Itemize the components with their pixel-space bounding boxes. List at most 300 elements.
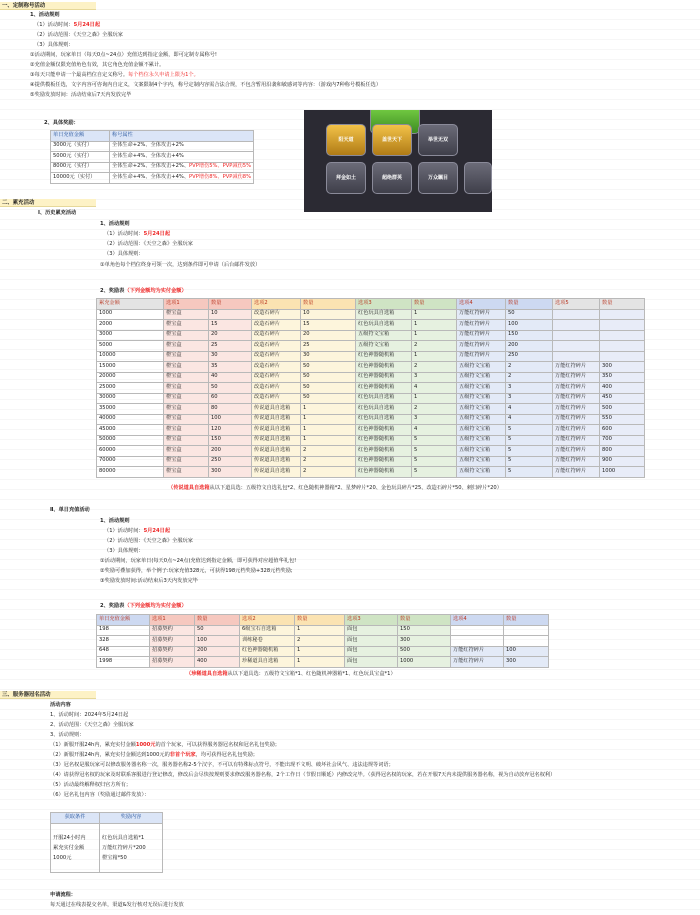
table-cell: 传说道具自选箱 (252, 404, 301, 415)
table-cell: 150 (398, 625, 451, 636)
table-cell: 3 (506, 393, 553, 404)
gift-condition: 开服24小时内 累充实付金额 1000元 (51, 823, 100, 872)
table-cell: 改造石碎片 (252, 320, 301, 331)
table-cell: 红色神器随机箱 (240, 646, 295, 657)
table-cell: 10 (209, 309, 252, 320)
table-cell: 五级符文宝箱 (457, 383, 506, 394)
table-cell: 橙宝盒 (164, 330, 209, 341)
table-cell: 40000 (97, 414, 164, 425)
table-cell: 100 (506, 320, 553, 331)
table-cell: 120 (209, 425, 252, 436)
table-cell: 红色玩具自选箱 (356, 309, 412, 320)
table-cell: 橙宝盒 (164, 341, 209, 352)
table-cell: 500 (398, 646, 451, 657)
table-cell: 万能红符碎片 (553, 383, 600, 394)
table-cell: 万能红符碎片 (553, 446, 600, 457)
table-cell: 万能红符碎片 (451, 657, 504, 668)
table-cell: 万能红符碎片 (457, 330, 506, 341)
apply-title: 申请流程： (50, 892, 76, 898)
table-cell: 万能红符碎片 (553, 404, 600, 415)
table-cell: 2 (506, 362, 553, 373)
table-cell: 600 (600, 425, 645, 436)
table-cell: 橙宝盒 (164, 351, 209, 362)
table-cell: 60000 (97, 446, 164, 457)
cumulative-reward-table: 累充金额 选项1 数量 选项2 数量 选项3 数量 选项4 数量 选项5 数量 1000 橙宝盒 10 改造石碎片 10 红色玩具自选箱 1 万能红符碎片 50 2000 橙宝盒 15 改造石碎片 15 红色玩具自选箱 1 万能红符碎片 100 3000 橙宝盒 20 改造石碎片 20 五级符文宝箱 1 万能红符碎片 150 5000 橙宝盒 25 改造石碎片 25 五级符文宝箱 2 万能红符碎片 200 10000 橙宝盒 30 改造石碎片 30 红色神器随机箱 1 万能红符碎片 250 15000 橙宝盒 35 改造石碎片 50 红色神器随机箱 2 五级符文宝箱 2 万能红符碎片 300 20000 橙宝盒 40 改造石碎片 50 红色神器随机箱 3 五级符文宝箱 2 万能红符碎片 350 25000 橙宝盒 50 改造石碎片 50 红色神器随机箱 4 五级符文宝箱 3 万能红符碎片 400 30000 橙宝盒 60 改造石碎片 50 红色玩具自选箱 1 五级符文宝箱 3 万能红符碎片 450 35000 橙宝盒 80 传说道具自选箱 1 红色玩具自选箱 2 五级符文宝箱 4 万能红符碎片 500 40000 橙宝盒 100 传说道具自选箱 1 红色玩具自选箱 3 五级符文宝箱 4 万能红符碎片 550 45000 橙宝盒 120 传说道具自选箱 1 红色神器随机箱 4 五级符文宝箱 5 万能红符碎片 600 50000 橙宝盒 150 传说道具自选箱 1 红色神器随机箱 5 五级符文宝箱 5 万能红符碎片 700 60000 橙宝盒 200 传说道具自选箱 2 红色神器随机箱 5 五级符文宝箱 5 万能红符碎片 800 70000 橙宝盒 250 传说道具自选箱 2 红色神器随机箱 5 五级符文宝箱 5 万能红符碎片 900 80000 橙宝盒 300 传说道具自选箱 2 红色神器随机箱 5 五级符文宝箱 5 万能红符碎片 1000 (96, 298, 645, 478)
table-cell: 20000 (97, 372, 164, 383)
table-cell: 万能红符碎片 (553, 414, 600, 425)
table-cell: 1998 (97, 657, 150, 668)
table-cell: 150 (209, 435, 252, 446)
table-cell: 五级符文宝箱 (457, 425, 506, 436)
table-cell: 橙宝盒 (164, 393, 209, 404)
table-cell: 80000 (97, 467, 164, 478)
table-row (97, 362, 645, 373)
s2-reward2-title: 2、奖励表（下列金额均为实付金额） (100, 603, 187, 609)
gift-rewards: 红色玩具自选箱*1 万能红符碎片*200 橙宝箱*50 (100, 823, 163, 872)
table-cell: 700 (600, 435, 645, 446)
s2-reward-title: 2、奖励表（下列金额均为实付金额） (100, 288, 187, 294)
title-badge: 盖世天下 (372, 124, 412, 156)
table-row (97, 404, 645, 415)
table-cell: 改造石碎片 (252, 341, 301, 352)
table-cell: 150 (506, 330, 553, 341)
table-cell: 橙宝盒 (164, 446, 209, 457)
table-row: 10000元（实付） 全体生命+4%、全体攻击+4%、PVP增伤8%、PVP减伤8% (51, 173, 254, 184)
table-row: 3000元（实付） 全体生命+2%、全体攻击+2% (51, 141, 254, 152)
table-row (97, 657, 549, 668)
s2-time2: （1）活动时间：5月24日起 (104, 528, 171, 534)
table-cell: 300 (600, 362, 645, 373)
table-cell: 25000 (97, 383, 164, 394)
table-row (97, 341, 645, 352)
table-cell: 红色玩具自选箱 (356, 393, 412, 404)
th: 奖励内容 (100, 813, 163, 824)
table-cell: 招募契约 (150, 625, 195, 636)
table-cell: 1 (412, 393, 457, 404)
table-cell: 50 (506, 309, 553, 320)
table-cell: 万能红符碎片 (553, 362, 600, 373)
table-cell: 100 (195, 636, 240, 647)
table-cell: 5 (412, 456, 457, 467)
s2-sub1: Ⅰ、历史累充活动 (38, 210, 77, 216)
table-cell: 6级宝石自选箱 (240, 625, 295, 636)
table-cell: 训练秘卷 (240, 636, 295, 647)
table-cell: 传说道具自选箱 (252, 425, 301, 436)
s2-footnote: （传说道具自选箱从以下道具选：五级符文自选礼包*2、红色随机神器箱*2、星梦碎片*20、金色玩具碎片*25、改造石碎片*50、刺归碎片*20） (168, 485, 502, 491)
s3-rule: （4）请获得冠名权的玩家及时联系客服进行登记修改，修改后会尽快按规则要求修改服务器名称，2个工作日（节假日顺延）内修改完毕。（获得冠名权的玩家，若在开服7天内未提供服务器名称，视为自动放弃冠名权利） (50, 772, 556, 778)
table-row (97, 646, 549, 657)
table-cell: 1 (301, 425, 356, 436)
table-cell: 1 (412, 309, 457, 320)
table-cell: 1000 (600, 467, 645, 478)
table-cell: 25 (209, 341, 252, 352)
s2-time: （1）活动时间：5月24日起 (104, 231, 171, 237)
s2-sub2: Ⅱ、单日充值活动 (50, 507, 90, 513)
table-cell: 2 (301, 446, 356, 457)
table-cell: 400 (195, 657, 240, 668)
table-cell: 改造石碎片 (252, 351, 301, 362)
table-row (97, 383, 645, 394)
table-cell: 15000 (97, 362, 164, 373)
s2-rules2-label: （3）具体规则： (104, 548, 144, 554)
s3-sub: 活动内容 (50, 702, 71, 708)
table-cell: 5 (506, 446, 553, 457)
table-cell: 200 (506, 341, 553, 352)
table-row (97, 636, 549, 647)
table-cell: 1 (412, 351, 457, 362)
table-cell: 250 (209, 456, 252, 467)
table-cell: 350 (600, 372, 645, 383)
table-cell: 面包 (345, 657, 398, 668)
title-badges-screenshot (304, 110, 492, 212)
table-cell: 80 (209, 404, 252, 415)
table-cell: 50000 (97, 435, 164, 446)
title-badge: 万众瞩目 (418, 162, 458, 194)
daily-reward-table: 单日充值金额 选项1 数量 选项2 数量 选项3 数量 选项4 数量 198 招募契约 50 6级宝石自选箱 1 面包 150 328 招募契约 100 训练秘卷 2 面包 300 648 招募契约 200 红色神器随机箱 1 面包 500 万能红符碎片 100 1998 招募契约 400 珍稀道具自选箱 1 面包 1000 万能红符碎片 300 (96, 614, 549, 668)
th: 称号属性 (110, 131, 254, 142)
table-cell (451, 625, 504, 636)
table-cell: 红色神器随机箱 (356, 435, 412, 446)
s2-rule: ②奖励可叠加获得，举个例子:玩家充值328元，可获得198元档奖励+328元档奖励; (100, 568, 293, 574)
table-cell: 红色神器随机箱 (356, 383, 412, 394)
title-badge: 阳天道 (326, 124, 366, 156)
table-cell: 万能红符碎片 (457, 341, 506, 352)
table-cell: 红色玩具自选箱 (356, 414, 412, 425)
table-cell: 1000 (398, 657, 451, 668)
title-badge-partial (464, 162, 492, 194)
table-cell: 2 (301, 467, 356, 478)
table-cell: 45000 (97, 425, 164, 436)
table-cell: 50 (209, 383, 252, 394)
s3-rule: （2）新服开服24h内，累充实付金额达到1000元的非首个玩家，均可获得冠名礼包奖励； (50, 752, 258, 758)
s1-rule: ②充值金额仅限充值角色有效，其它角色充值金额不累计。 (30, 62, 165, 68)
table-cell: 4 (506, 404, 553, 415)
table-row (97, 372, 645, 383)
s1-scope: （2）活动范围：《天空之森》全服玩家 (34, 32, 123, 38)
table-cell: 35 (209, 362, 252, 373)
s2-footnote2: （珍稀道具自选箱从以下道具选：五级符文宝箱*1、红色随机神器箱*1、红色玩具宝盒*1） (186, 671, 396, 677)
table-cell: 70000 (97, 456, 164, 467)
table-cell: 30000 (97, 393, 164, 404)
table-cell: 传说道具自选箱 (252, 435, 301, 446)
table-cell: 198 (97, 625, 150, 636)
table-cell (553, 330, 600, 341)
table-cell (504, 636, 549, 647)
table-cell: 328 (97, 636, 150, 647)
table-cell (600, 351, 645, 362)
s3-lines (50, 710, 555, 800)
table-cell: 5 (506, 467, 553, 478)
s1-time: （1）活动时间：5月24日起 (34, 22, 101, 28)
table-cell: 五级符文宝箱 (457, 372, 506, 383)
table-cell: 改造石碎片 (252, 372, 301, 383)
table-cell: 橙宝盒 (164, 383, 209, 394)
table-cell: 2 (412, 404, 457, 415)
table-row (97, 309, 645, 320)
table-cell: 5000 (97, 341, 164, 352)
table-cell: 万能红符碎片 (553, 425, 600, 436)
table-cell (553, 320, 600, 331)
table-cell: 五级符文宝箱 (356, 330, 412, 341)
s3-rule: （3）冠名权是服玩家可以修改服务器名称一次，服务器名称2-5个汉字，不可以有特殊标点符号，不能出现不文明、破坏社会风气、违法违规等词语； (50, 762, 394, 768)
table-cell: 3 (412, 372, 457, 383)
table-cell: 橙宝盒 (164, 309, 209, 320)
table-cell: 2 (295, 636, 345, 647)
s3-rule: （5）活动最终解释权归官方所有； (50, 782, 132, 788)
table-cell: 万能红符碎片 (553, 372, 600, 383)
table-cell: 3 (506, 383, 553, 394)
table-cell: 50 (301, 362, 356, 373)
s1-rule: ④提供模板任选，文字内容可咨询内自定义，文案限制4个字内，称号定制内容需合法合规，不包含暂用沿袭和敏感词等内容：（游戏内7种称号模板任选） (30, 82, 382, 88)
table-cell: 红色神器随机箱 (356, 456, 412, 467)
s1-title-table (50, 130, 254, 184)
table-cell: 五级符文宝箱 (457, 467, 506, 478)
table-cell: 万能红符碎片 (553, 456, 600, 467)
section-1-header: 一、定制称号活动 (0, 2, 96, 10)
table-cell: 红色神器随机箱 (356, 362, 412, 373)
table-cell (600, 309, 645, 320)
table-cell: 5 (412, 467, 457, 478)
s2-rule1: ①单角色每个档位终身可领一次，达到条件即可申请（后台邮件发放） (100, 262, 261, 268)
table-cell: 万能红符碎片 (457, 320, 506, 331)
table-cell: 万能红符碎片 (553, 435, 600, 446)
table-cell: 50 (195, 625, 240, 636)
table-cell: 五级符文宝箱 (457, 362, 506, 373)
table-row (97, 456, 645, 467)
table-cell: 橙宝盒 (164, 362, 209, 373)
table-cell: 橙宝盒 (164, 425, 209, 436)
table-cell: 40 (209, 372, 252, 383)
table-cell: 50 (301, 393, 356, 404)
table-cell: 面包 (345, 636, 398, 647)
s3-line: 3、活动规则： (50, 732, 85, 738)
table-row (97, 425, 645, 436)
table-cell: 万能红符碎片 (451, 646, 504, 657)
table-cell: 4 (412, 425, 457, 436)
table-cell: 2 (506, 372, 553, 383)
table-cell: 招募契约 (150, 646, 195, 657)
s1-rule: ①活动期间，玩家单日（每天0点~24点）充值达到指定金额，即可定制专属称号! (30, 52, 217, 58)
table-cell: 10000 (97, 351, 164, 362)
table-cell: 万能红符碎片 (457, 309, 506, 320)
table-cell: 橙宝盒 (164, 435, 209, 446)
table-row (97, 330, 645, 341)
table-cell: 50 (301, 372, 356, 383)
s2-scope: （2）活动范围：《天空之森》全服玩家 (104, 241, 193, 247)
table-cell: 15 (209, 320, 252, 331)
table-cell (600, 341, 645, 352)
table-cell: 300 (504, 657, 549, 668)
table-cell: 25 (301, 341, 356, 352)
table-row: 8000元（实付） 全体生命+2%、全体攻击+2%、PVP增伤5%、PVP减伤5% (51, 162, 254, 173)
table-cell: 100 (504, 646, 549, 657)
table-row (97, 625, 549, 636)
table-cell: 红色玩具自选箱 (356, 404, 412, 415)
s1-sub-rewards: 2、具体奖励： (44, 120, 79, 126)
table-cell: 橙宝盒 (164, 467, 209, 478)
table-cell: 五级符文宝箱 (457, 404, 506, 415)
th: 获取条件 (51, 813, 100, 824)
section-3-header: 三、服务器冠名活动 (0, 691, 96, 699)
s3-line: 2、活动范围：《天空之森》全服玩家 (50, 722, 134, 728)
table-cell: 改造石碎片 (252, 330, 301, 341)
table-cell: 1 (295, 625, 345, 636)
table-cell: 10 (301, 309, 356, 320)
table-cell: 900 (600, 456, 645, 467)
s1-rules-list (30, 50, 381, 100)
table-cell: 招募契约 (150, 657, 195, 668)
table-cell: 5 (506, 435, 553, 446)
s3-rule: （1）新服开服24h内，累充实付金额1000元的首个玩家，可以获得服务器冠名权和冠名礼包奖励； (50, 742, 280, 748)
table-cell (600, 320, 645, 331)
title-badge: 超绝群英 (372, 162, 412, 194)
table-cell: 500 (600, 404, 645, 415)
table-cell: 红色玩具自选箱 (356, 320, 412, 331)
table-cell: 200 (209, 446, 252, 457)
table-cell: 橙宝盒 (164, 456, 209, 467)
table-cell (553, 341, 600, 352)
table-cell: 200 (195, 646, 240, 657)
table-cell: 1 (301, 414, 356, 425)
table-cell: 550 (600, 414, 645, 425)
s2-rule: ①活动期间，玩家单日(每天0点~24点)充值达到指定金额，即可获得对应超值华礼包! (100, 558, 297, 564)
s2-rules2-title: 1、活动规则 (100, 518, 130, 524)
table-cell: 红色神器随机箱 (356, 446, 412, 457)
table-cell: 1000 (97, 309, 164, 320)
table-cell: 万能红符碎片 (553, 467, 600, 478)
table-cell: 1 (295, 646, 345, 657)
s3-rule: （6）冠名礼包内容（奖励通过邮件发放）： (50, 792, 150, 798)
table-cell: 珍稀道具自选箱 (240, 657, 295, 668)
s2-scope2: （2）活动范围：《天空之森》全服玩家 (104, 538, 193, 544)
table-cell: 3000 (97, 330, 164, 341)
table-cell: 橙宝盒 (164, 414, 209, 425)
table-row (97, 320, 645, 331)
table-cell: 红色神器随机箱 (356, 372, 412, 383)
table-cell: 450 (600, 393, 645, 404)
table-cell: 20 (301, 330, 356, 341)
s2-rules-label: （3）具体规则： (104, 251, 144, 257)
table-cell: 橙宝盒 (164, 320, 209, 331)
table-cell: 橙宝盒 (164, 372, 209, 383)
table-cell: 五级符文宝箱 (457, 393, 506, 404)
table-cell: 面包 (345, 625, 398, 636)
table-row (97, 435, 645, 446)
s1-rule: ⑤奖励发放时间：活动结束后7天内发放完毕 (30, 92, 132, 98)
table-cell: 改造石碎片 (252, 383, 301, 394)
table-cell: 红色神器随机箱 (356, 425, 412, 436)
table-cell: 30 (301, 351, 356, 362)
table-cell: 1 (301, 404, 356, 415)
table-cell: 万能红符碎片 (457, 351, 506, 362)
table-cell: 2 (412, 362, 457, 373)
table-cell: 改造石碎片 (252, 362, 301, 373)
table-cell: 改造石碎片 (252, 393, 301, 404)
table-cell: 5 (506, 456, 553, 467)
table-cell (504, 625, 549, 636)
apply-text: 每天通过在线表提交名单，渠道&发行核对无误后进行发放 (50, 902, 184, 908)
table-cell: 传说道具自选箱 (252, 446, 301, 457)
table-cell: 5 (412, 435, 457, 446)
table-row (97, 467, 645, 478)
table-cell: 1 (295, 657, 345, 668)
table-cell: 300 (209, 467, 252, 478)
table-cell: 250 (506, 351, 553, 362)
s1-rules-label: （3）具体规则： (34, 42, 74, 48)
s3-line: 1、活动时间：2024年5月24日起 (50, 712, 129, 718)
table-cell: 20 (209, 330, 252, 341)
table-cell: 2000 (97, 320, 164, 331)
table-row (97, 393, 645, 404)
section-2-header: 二、累充活动 (0, 199, 96, 207)
table-cell: 面包 (345, 646, 398, 657)
s1-sub-rules: 1、活动规则 (30, 12, 60, 18)
table-cell (553, 309, 600, 320)
s2-rules-title: 1、活动规则 (100, 221, 130, 227)
table-cell: 4 (412, 383, 457, 394)
table-cell (600, 330, 645, 341)
s1-rule: ③每天只能申请一个最高档位自定义称号。每个档位永久申请上限为1个。 (30, 72, 199, 78)
table-cell: 传说道具自选箱 (252, 414, 301, 425)
table-cell: 100 (209, 414, 252, 425)
table-cell: 2 (301, 456, 356, 467)
title-badge: 拜金如土 (326, 162, 366, 194)
table-cell: 招募契约 (150, 636, 195, 647)
table-cell: 35000 (97, 404, 164, 415)
table-cell: 800 (600, 446, 645, 457)
table-cell: 五级符文宝箱 (457, 456, 506, 467)
table-cell: 改造石碎片 (252, 309, 301, 320)
table-cell: 5 (412, 446, 457, 457)
table-cell: 60 (209, 393, 252, 404)
table-cell: 4 (506, 414, 553, 425)
table-row (97, 351, 645, 362)
naming-gift-table (50, 812, 163, 873)
table-cell: 万能红符碎片 (553, 393, 600, 404)
table-cell: 传说道具自选箱 (252, 456, 301, 467)
s2-rule: ③奖励发放时间:活动结束后3天内发放完毕 (100, 578, 198, 584)
table-cell: 30 (209, 351, 252, 362)
table-cell: 400 (600, 383, 645, 394)
table-cell: 1 (412, 320, 457, 331)
table-cell: 300 (398, 636, 451, 647)
table-cell: 5 (506, 425, 553, 436)
table-cell: 橙宝盒 (164, 404, 209, 415)
table-cell: 3 (412, 414, 457, 425)
table-cell: 红色神器随机箱 (356, 467, 412, 478)
table-cell: 五级符文宝箱 (457, 414, 506, 425)
table-cell: 1 (412, 330, 457, 341)
table-cell: 五级符文宝箱 (457, 435, 506, 446)
table-cell: 15 (301, 320, 356, 331)
table-cell: 50 (301, 383, 356, 394)
table-row (97, 446, 645, 457)
table-cell: 648 (97, 646, 150, 657)
table-cell: 传说道具自选箱 (252, 467, 301, 478)
table-cell: 2 (412, 341, 457, 352)
table-cell (553, 351, 600, 362)
table-row: 5000元（实付） 全体生命+4%、全体攻击+4% (51, 152, 254, 163)
table-cell: 1 (301, 435, 356, 446)
table-cell: 五级符文宝箱 (356, 341, 412, 352)
title-badge: 举世无双 (418, 124, 458, 156)
th: 单日充值金额 (51, 131, 110, 142)
table-cell (451, 636, 504, 647)
table-cell: 红色神器随机箱 (356, 351, 412, 362)
table-cell: 五级符文宝箱 (457, 446, 506, 457)
table-row (97, 414, 645, 425)
s2-rules2-list (100, 556, 296, 586)
